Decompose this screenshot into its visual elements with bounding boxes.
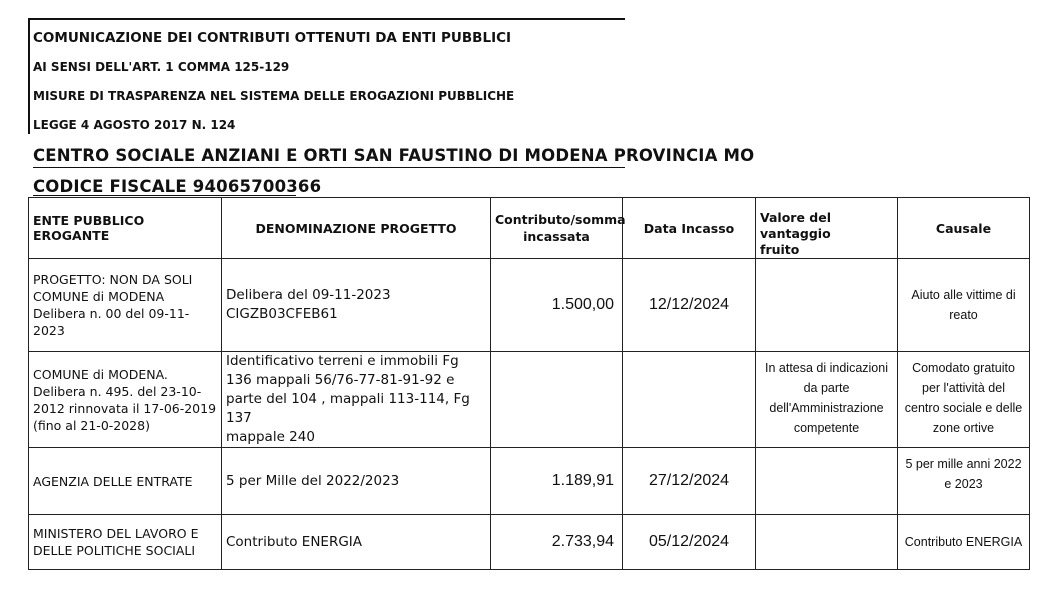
contributions-table — [28, 197, 1030, 570]
cell-data-incasso — [623, 352, 756, 448]
cell-valore-line: dell'Amministrazione — [769, 401, 884, 415]
cell-denominazione — [222, 259, 491, 352]
cell-causale-line: per l'attività del — [922, 381, 1005, 395]
cell-data-incasso: 12/12/2024 — [623, 259, 756, 352]
table-row — [29, 352, 1030, 448]
cell-data-incasso: 05/12/2024 — [623, 515, 756, 570]
col-ente-header: ENTE PUBBLICO EROGANTE — [29, 198, 222, 259]
cell-causale-line: centro sociale e delle — [904, 401, 1023, 415]
cell-ente-line: Delibera n. 495. del 23-10- — [33, 383, 202, 399]
organization-underline — [33, 167, 625, 168]
tax-code-underline — [33, 195, 296, 196]
cell-denominazione — [222, 448, 491, 515]
cell-importo — [491, 352, 623, 448]
cell-causale-line: 5 per mille anni 2022 — [905, 457, 1022, 471]
cell-ente-line: Delibera n. 00 del 09-11- — [33, 306, 190, 321]
cell-denominazione-line: Contributo ENERGIA — [226, 533, 363, 550]
organization-name: CENTRO SOCIALE ANZIANI E ORTI SAN FAUSTINO DI MODENA PROVINCIA MO — [33, 146, 755, 165]
header-left-rule — [28, 18, 30, 134]
cell-data-incasso: 27/12/2024 — [623, 448, 756, 515]
cell-causale — [898, 352, 1030, 448]
col-contributo-header-line1: Contributo/somma — [495, 212, 626, 227]
cell-ente-line: AGENZIA DELLE ENTRATE — [33, 473, 193, 489]
cell-ente-line: PROGETTO: NON DA SOLI — [33, 272, 193, 287]
cell-ente-line: DELLE POLITICHE SOCIALI — [33, 543, 196, 558]
cell-causale — [898, 259, 1030, 352]
col-causale-header: Causale — [898, 198, 1030, 259]
cell-importo: 1.500,00 — [491, 259, 623, 352]
cell-causale-line: Contributo ENERGIA — [904, 535, 1023, 549]
cell-ente-line: COMUNE di MODENA — [33, 289, 165, 304]
cell-denominazione-line: CIGZB03CFEB61 — [226, 306, 338, 322]
cell-ente — [29, 515, 222, 570]
col-valore-header-line2: fruito — [760, 242, 800, 257]
col-denominazione-header: DENOMINAZIONE PROGETTO — [222, 198, 491, 259]
header-title: COMUNICAZIONE DEI CONTRIBUTI OTTENUTI DA ENTI PUBBLICI — [33, 30, 512, 46]
cell-valore-line: competente — [793, 421, 860, 435]
col-valore-header — [756, 198, 898, 259]
cell-denominazione-line: Identificativo terreni e immobili Fg — [226, 353, 459, 369]
cell-importo: 2.733,94 — [491, 515, 623, 570]
cell-denominazione-line: 136 mappali 56/76-77-81-91-92 e — [226, 372, 455, 388]
table-row — [29, 448, 1030, 515]
header-top-rule — [28, 18, 625, 20]
table-row — [29, 515, 1030, 570]
cell-causale-line: reato — [949, 308, 978, 322]
cell-causale — [898, 515, 1030, 570]
header-measures: MISURE DI TRASPARENZA NEL SISTEMA DELLE EROGAZIONI PUBBLICHE — [33, 89, 515, 103]
cell-denominazione-line: mappale 240 — [226, 429, 315, 445]
cell-ente-line: COMUNE di MODENA. — [33, 366, 168, 382]
cell-causale-line: zone ortive — [932, 421, 995, 435]
cell-valore — [756, 352, 898, 448]
cell-causale-line: e 2023 — [944, 477, 983, 491]
cell-ente-line: MINISTERO DEL LAVORO E — [33, 526, 199, 541]
cell-ente-line: (fino al 21-0-2028) — [33, 417, 150, 433]
cell-denominazione-line: 5 per Mille del 2022/2023 — [226, 472, 400, 489]
cell-ente-line: 2012 rinnovata il 17-06-2019 — [33, 400, 217, 416]
cell-denominazione-line: Delibera del 09-11-2023 — [226, 287, 391, 303]
cell-ente — [29, 352, 222, 448]
cell-valore — [756, 259, 898, 352]
header-row — [29, 198, 1030, 259]
cell-valore-line: da parte — [803, 381, 850, 395]
cell-denominazione — [222, 352, 491, 448]
col-contributo-header-line2: incassata — [523, 229, 590, 244]
cell-causale — [898, 448, 1030, 515]
cell-importo: 1.189,91 — [491, 448, 623, 515]
cell-valore-line: In attesa di indicazioni — [765, 361, 888, 375]
tax-code: CODICE FISCALE 94065700366 — [33, 177, 322, 196]
cell-valore — [756, 515, 898, 570]
cell-ente — [29, 259, 222, 352]
header-article: AI SENSI DELL'ART. 1 COMMA 125-129 — [33, 60, 290, 74]
cell-causale-line: Aiuto alle vittime di — [911, 288, 1016, 302]
cell-ente-line: 2023 — [33, 323, 65, 338]
col-data-header: Data Incasso — [623, 198, 756, 259]
header-law: LEGGE 4 AGOSTO 2017 N. 124 — [33, 118, 236, 132]
col-contributo-header — [491, 198, 626, 259]
cell-denominazione-line: parte del 104 , mappali 113-114, Fg 137 — [226, 391, 470, 426]
cell-causale-line: Comodato gratuito — [912, 361, 1015, 375]
col-valore-header-line1: Valore del vantaggio — [760, 210, 832, 241]
cell-ente — [29, 448, 222, 515]
cell-denominazione — [222, 515, 491, 570]
table-row — [29, 259, 1030, 352]
cell-valore — [756, 448, 898, 515]
